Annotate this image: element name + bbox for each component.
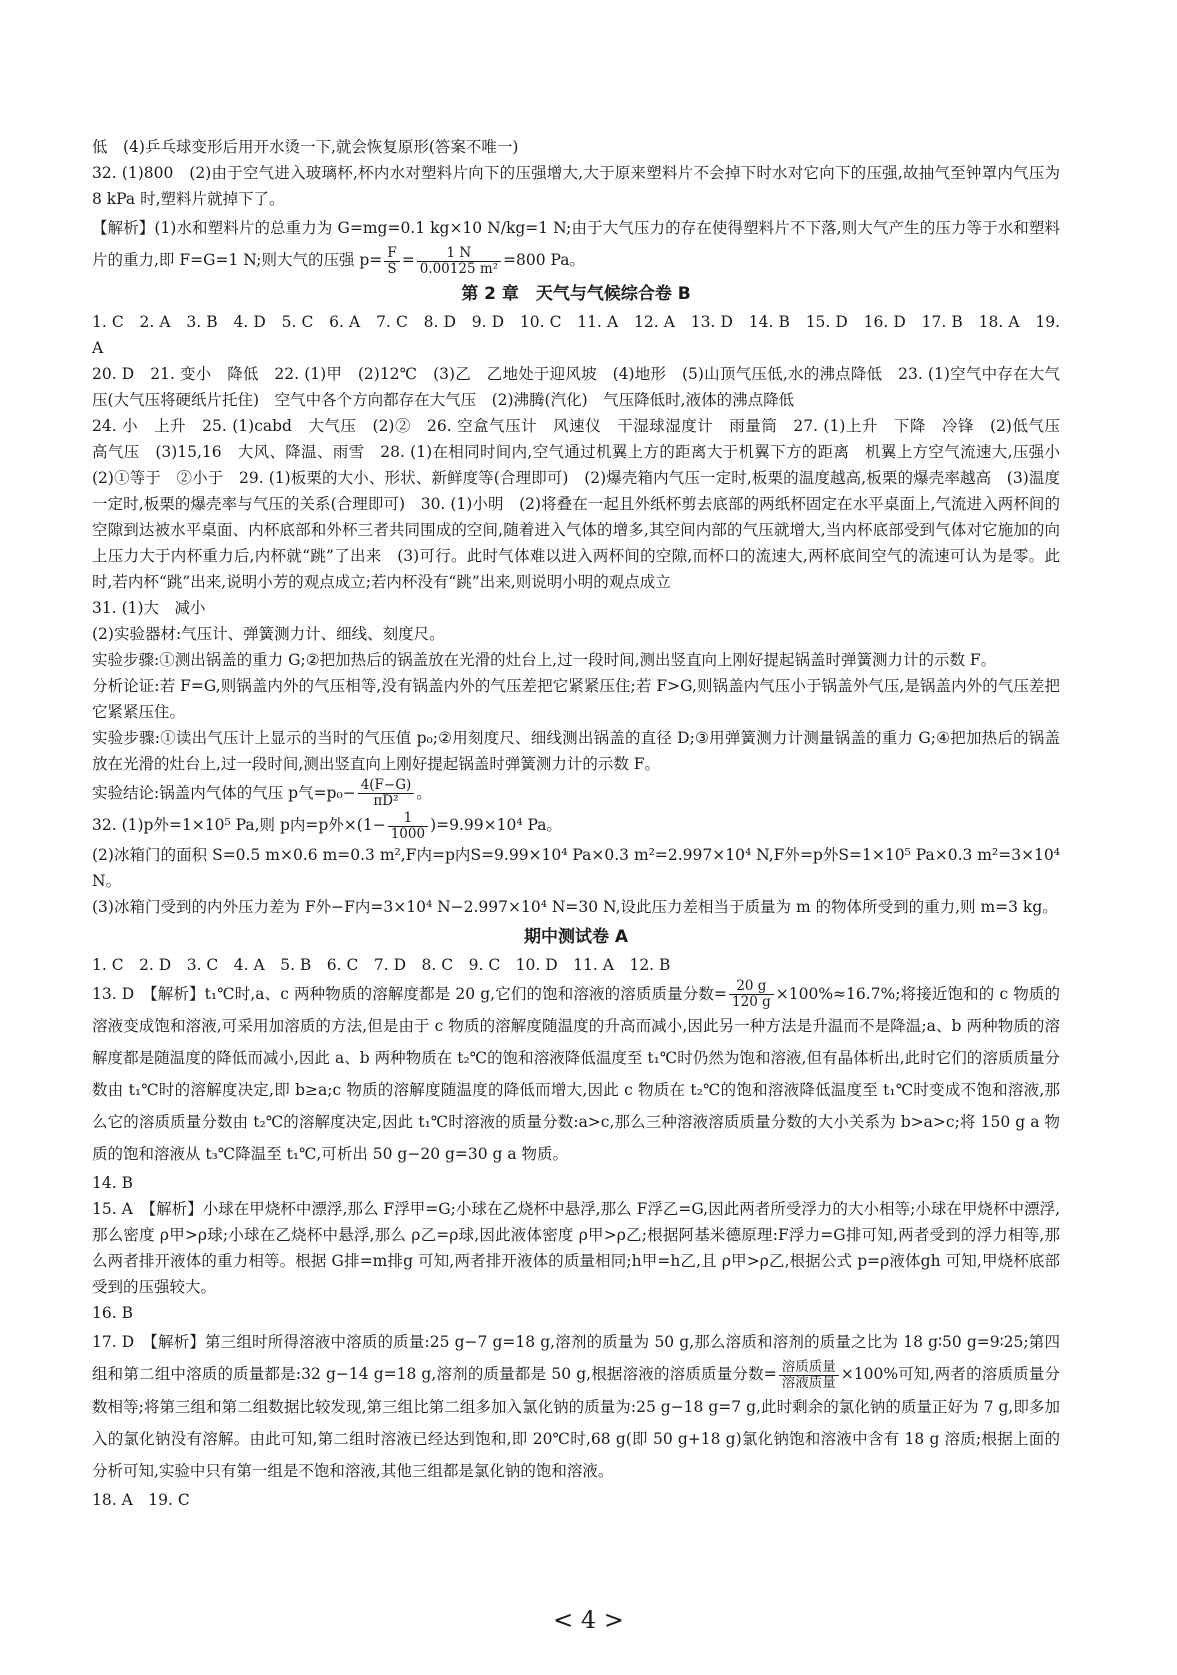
fraction-numerator: 溶质质量 [779,1360,839,1376]
text-line: 实验步骤:①测出锅盖的重力 G;②把加热后的锅盖放在光滑的灶台上,过一段时间,测出竖直向上刚好提起锅盖时弹簧测力计的示数 F。 [92,650,997,669]
page-content [92,134,1076,1513]
text-line: 32. (1)800 (2)由于空气进入玻璃杯,杯内水对塑料片向下的压强增大,大于原来塑料片不会掉下时水对它向下的压强,故抽气至钟罩内气压为 8 kPa 时,塑料片就掉下了。 [92,164,1060,208]
section-heading-midterm: 期中测试卷 A [523,926,629,947]
text-line: (2)实验器材:气压计、弹簧测力计、细线、刻度尺。 [92,624,445,643]
fraction [384,246,399,277]
text-line: 31. (1)大 减小 [92,598,206,617]
text-line: 实验步骤:①读出气压计上显示的当时的气压值 p₀;②用刻度尺、细线测出锅盖的直径 D;③用弹簧测力计测量锅盖的重力 G;④把加热后的锅盖放在光滑的灶台上,过一段时间,测出竖直向上刚好提起锅盖时弹簧测力计的示数 F。 [92,728,1060,773]
text-span: )=9.99×10⁴ Pa。 [430,816,562,834]
fraction [729,979,774,1010]
text-line: 14. B [92,1174,133,1192]
text-span: 。 [416,783,432,802]
text-line-with-equation [92,978,1060,1171]
text-span: 【解析】(1)水和塑料片的总重力为 G=mg=0.1 kg×10 N/kg=1 N;由于大气压力的存在使得塑料片不下落,则大气产生的压力等于水和塑料片的重力,即 F=G=1 N;则大气的压强 p= [92,219,1060,269]
fraction [779,1360,839,1391]
fraction-numerator: 1 N [417,246,501,262]
fraction-denominator: πD² [373,793,399,809]
text-span: 13. D 【解析】t₁℃时,a、c 两种物质的溶解度都是 20 g,它们的饱和溶液的溶质质量分数= [92,984,728,1003]
fraction-denominator: 120 g [732,994,771,1010]
fraction-denominator: 0.00125 m² [419,260,499,277]
fraction [358,778,415,809]
text-line: (2)冰箱门的面积 S=0.5 m×0.6 m=0.3 m²,F内=p内S=9.99×10⁴ Pa×0.3 m²=2.997×10⁴ N,F外=p外S=1×10⁵ Pa×0.3 m²=3×10⁴ N。 [92,845,1060,890]
text-line: 18. A 19. C [92,1490,190,1509]
text-span: 32. (1)p外=1×10⁵ Pa,则 p内=p外×(1− [92,816,386,834]
fraction-numerator: F [384,246,399,262]
fraction [388,811,428,842]
text-line: 15. A 【解析】小球在甲烧杯中漂浮,那么 F浮甲=G;小球在乙烧杯中悬浮,那么 F浮乙=G,因此两者所受浮力的大小相等;小球在甲烧杯中漂浮,那么密度 ρ甲>ρ球;小球在乙烧杯中悬浮,那么 ρ乙=ρ球,因此液体密度 ρ甲>ρ乙;根据阿基米德原理:F浮力=G排可知,两者受到的浮力相等,那么两者排开液体的重力相等。根据 G排=m排g 可知,两者排开液体的质量相同;h甲=h乙,且 ρ甲>ρ乙,根据公式 p=ρ液体gh 可知,甲烧杯底部受到的压强较大。 [92,1200,1060,1296]
fraction-denominator: S [387,260,397,277]
page-number: < 4 > [553,1606,624,1634]
text-line: (3)冰箱门受到的内外压力差为 F外−F内=3×10⁴ N−2.997×10⁴ N=30 N,设此压力差相当于质量为 m 的物体所受到的重力,则 m=3 kg。 [92,897,1058,916]
fraction-numerator: 1 [388,811,428,827]
fraction-numerator: 20 g [729,979,774,995]
text-line-with-equation [92,212,1060,277]
text-line: 1. C 2. D 3. C 4. A 5. B 6. C 7. D 8. C 9. C 10. D 11. A 12. B [92,955,671,974]
fraction-numerator: 4(F−G) [358,778,415,794]
text-line-with-equation [92,809,1060,842]
text-line: 16. B [92,1304,133,1322]
fraction-denominator: 溶液质量 [781,1374,836,1391]
text-span: ×100%≈16.7%;将接近饱和的 c 物质的溶液变成饱和溶液,可采用加溶质的方法,但是由于 c 物质的溶解度随温度的升高而减小,因此另一种方法是升温而不是降温;a、b 两种物质的溶解度都是随温度的降低而减小,因此 a、b 两种物质在 t₂℃的饱和溶液降低温度至 t₁℃时仍然为饱和溶液,但有晶体析出,此时它们的溶质质量分数由 t₁℃时的溶解度决定,即 b≥a;c 物质的溶解度随温度的降低而增大,因此 c 物质在 t₂℃的饱和溶液降低温度至 t₁℃时变成不饱和溶液,那么它的溶质质量分数由 t₂℃的溶解度决定,因此 t₁℃时溶液的质量分数:a>c,那么三种溶液溶质质量分数的大小关系为 b>a>c;将 150 g a 物质的饱和溶液从 t₃℃降温至 t₁℃,可析出 50 g−20 g=30 g a 物质。 [92,984,1060,1163]
text-line: 低 (4)乒乓球变形后用开水烫一下,就会恢复原形(答案不唯一) [92,138,519,156]
text-span: 17. D 【解析】第三组时所得溶液中溶质的质量:25 g−7 g=18 g,溶剂的质量为 50 g,那么溶质和溶剂的质量之比为 18 g∶50 g=9∶25;第四组和第二组中溶质的质量都是:32 g−14 g=18 g,溶剂的质量都是 50 g,根据溶液的溶质质量分数= [92,1333,1060,1383]
text-line: 1. C 2. A 3. B 4. D 5. C 6. A 7. C 8. D 9. D 10. C 11. A 12. A 13. D 14. B 15. D 16. D 17. B 18. A 19. A [92,312,1060,357]
fraction-denominator: 1000 [390,825,426,842]
fraction [417,246,501,277]
text-span: =800 Pa。 [503,251,586,269]
text-span: = [401,251,415,269]
text-line: 20. D 21. 变小 降低 22. (1)甲 (2)12℃ (3)乙 乙地处于迎风坡 (4)地形 (5)山顶气压低,水的沸点降低 23. (1)空气中存在大气压(大气压将硬纸片托住) 空气中各个方向都存在大气压 (2)沸腾(汽化) 气压降低时,液体的沸点降低 [92,364,1060,409]
section-heading-chapter2: 第 2 章 天气与气候综合卷 B [461,283,691,304]
text-line: 分析论证:若 F=G,则锅盖内外的气压相等,没有锅盖内外的气压差把它紧紧压住;若 F>G,则锅盖内气压小于锅盖外气压,是锅盖内外的气压差把它紧紧压住。 [92,676,1060,721]
text-span: 实验结论:锅盖内气体的气压 p气=p₀− [92,783,356,802]
text-span: ×100%可知,两者的溶质质量分数相等;将第三组和第二组数据比较发现,第三组比第二组多加入氯化钠的质量为:25 g−18 g=7 g,此时剩余的氯化钠的质量正好为 7 g,即多加入的氯化钠没有溶解。由此可知,第二组时溶液已经达到饱和,即 20℃时,68 g(即 50 g+18 g)氯化钠饱和溶液中含有 18 g 溶质;根据上面的分析可知,实验中只有第一组是不饱和溶液,其他三组都是氯化钠的饱和溶液。 [92,1365,1060,1480]
text-line: 24. 小 上升 25. (1)cabd 大气压 (2)② 26. 空盒气压计 风速仪 干湿球湿度计 雨量筒 27. (1)上升 下降 冷锋 (2)低气压 高气压 (3)15,16 大风、降温、雨雪 28. (1)在相同时间内,空气通过机翼上方的距离大于机翼下方的距离 机翼上方空气流速大,压强小 (2)①等于 ②小于 29. (1)板栗的大小、形状、新鲜度等(合理即可) (2)爆壳箱内气压一定时,板栗的温度越高,板栗的爆壳率越高 (3)温度一定时,板栗的爆壳率与气压的关系(合理即可) 30. (1)小明 (2)将叠在一起且外纸杯剪去底部的两纸杯固定在水平桌面上,气流进入两杯间的空隙到达被水平桌面、内杯底部和外杯三者共同围成的空间,随着进入气体的增多,其空间内部的气压就增大,当内杯底部受到气体对它施加的向上压力大于内杯重力后,内杯就“跳”了出来 (3)可行。此时气体难以进入两杯间的空隙,而杯口的流速大,两杯底间空气的流速可认为是零。此时,若内杯“跳”出来,说明小芳的观点成立;若内杯没有“跳”出来,则说明小明的观点成立 [92,416,1076,591]
text-line-with-equation [92,1326,1060,1487]
text-line-with-equation [92,777,1060,810]
